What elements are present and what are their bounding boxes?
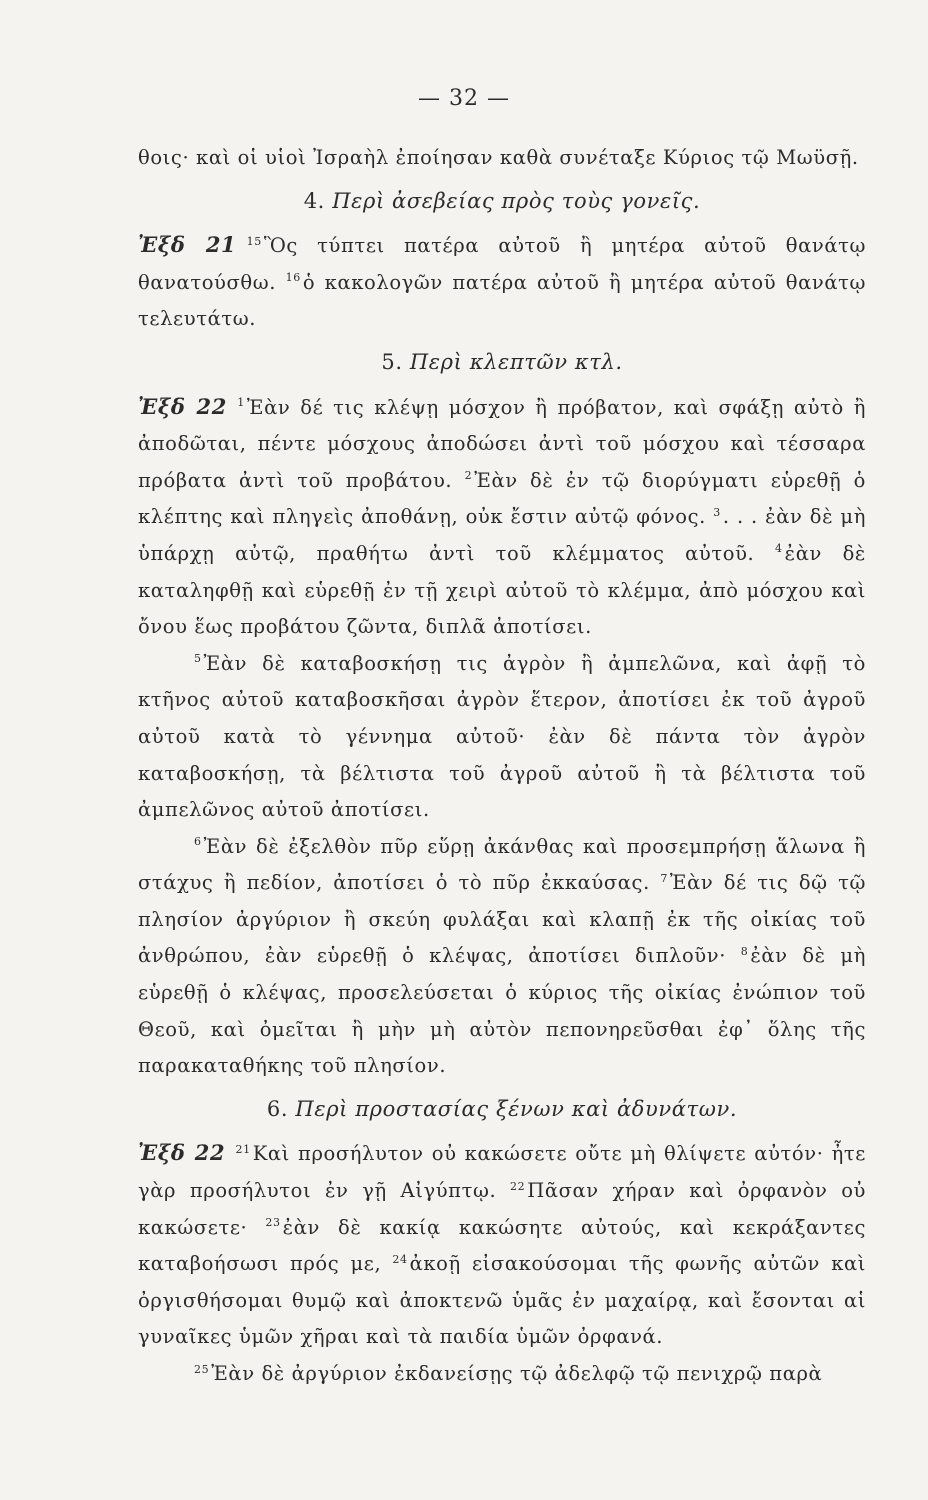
scripture-reference: Ἐξδ 21 <box>138 232 237 258</box>
section-title: Περὶ κλεπτῶν κτλ. <box>409 349 623 374</box>
verse-number: 6 <box>194 835 202 849</box>
paragraph <box>138 829 866 1085</box>
verse-text: θοις· καὶ οἱ υἱοὶ Ἰσραὴλ ἐποίησαν καθὰ συνέταξε Κύριος τῷ Μωϋσῇ. <box>138 146 859 169</box>
verse-text: Ἐὰν δὲ ἐν τῷ διορύγματι εὑρεθῇ ὁ κλέπτης καὶ πληγεὶς ἀποθάνῃ, οὐκ ἔστιν αὐτῷ φόνος. <box>138 468 866 529</box>
verse-text: Ἐὰν δέ τις δῷ τῷ πλησίον ἀργύριον ἢ σκεύη φυλάξαι καὶ κλαπῇ ἐκ τῆς οἰκίας τοῦ ἀνθρώπου, ἐὰν εὑρεθῇ ὁ κλέψας, ἀποτίσει διπλοῦν· <box>138 871 866 968</box>
verse-number: 8 <box>740 944 749 958</box>
verse-number: 2 <box>464 469 473 483</box>
verse-number: 22 <box>510 1179 526 1193</box>
scripture-reference: Ἐξδ 22 <box>138 393 227 419</box>
paragraph <box>138 227 866 338</box>
verse-text: ἀκοῇ εἰσακούσομαι τῆς φωνῆς αὐτῶν καὶ ὀργισθήσομαι θυμῷ καὶ ἀποκτενῶ ὑμᾶς ἐν μαχαίρᾳ, καὶ ἔσονται αἱ γυναῖκες ὑμῶν χῆραι καὶ τὰ παιδία ὑμῶν ὀρφανά. <box>138 1252 866 1349</box>
verse-number: 1 <box>237 396 245 410</box>
verse-number: 21 <box>235 1142 251 1156</box>
section-number: 4. <box>303 188 325 213</box>
section-number: 5. <box>381 349 403 374</box>
verse-number: 5 <box>194 652 202 666</box>
verse-number: 15 <box>246 234 262 248</box>
verse-text: Ὃς τύπτει πατέρα αὐτοῦ ἢ μητέρα αὐτοῦ θανάτῳ θανατούσθω. <box>138 234 866 294</box>
verse-text: Ἐὰν δὲ ἀργύριον ἐκδανείσῃς τῷ ἀδελφῷ τῷ πενιχρῷ παρὰ <box>211 1362 823 1385</box>
verse-number: 23 <box>265 1216 281 1230</box>
verse-text: . . . ἐὰν δὲ μὴ ὑπάρχῃ αὐτῷ, πραθήτω ἀντὶ τοῦ κλέμματος αὐτοῦ. <box>138 505 866 565</box>
verse-number: 7 <box>660 871 668 885</box>
verse-number: 16 <box>285 271 301 285</box>
verse-number: 4 <box>775 542 783 556</box>
section-heading <box>138 183 866 220</box>
verse-number: 3 <box>713 505 721 519</box>
section-heading <box>138 344 866 381</box>
section-number: 6. <box>266 1096 289 1121</box>
verse-number: 24 <box>392 1252 408 1266</box>
body-text <box>138 140 866 1393</box>
verse-text: ἐὰν δὲ μὴ εὑρεθῇ ὁ κλέψας, προσελεύσεται ὁ κύριος τῆς οἰκίας ἐνώπιον τοῦ Θεοῦ, καὶ ὀμεῖται ἢ μὴν μὴ αὐτὸν πεπονηρεῦσθαι ἐφ᾽ ὅλης τῆς παρακαταθήκης τοῦ πλησίον. <box>138 944 866 1078</box>
verse-text: Πᾶσαν χήραν καὶ ὀρφανὸν οὐ κακώσετε· <box>138 1179 866 1239</box>
section-heading <box>138 1091 866 1128</box>
verse-text: Ἐὰν δὲ καταβοσκήσῃ τις ἀγρὸν ἢ ἀμπελῶνα, καὶ ἀφῇ τὸ κτῆνος αὐτοῦ καταβοσκῆσαι ἀγρὸν ἕτερον, ἀποτίσει ἐκ τοῦ ἀγροῦ αὐτοῦ κατὰ τὸ γέννημα αὐτοῦ· ἐὰν δὲ πάντα τὸν ἀγρὸν καταβοσκήσῃ, τὰ βέλτιστα τοῦ ἀγροῦ αὐτοῦ ἢ τὰ βέλτιστα τοῦ ἀμπελῶνος αὐτοῦ ἀποτίσει. <box>138 651 866 822</box>
section-title: Περὶ προστασίας ξένων καὶ ἀδυνάτων. <box>295 1096 738 1121</box>
verse-text: ἐὰν δὲ κακίᾳ κακώσητε αὐτούς, καὶ κεκράξαντες καταβοήσωσι πρός με, <box>138 1215 866 1276</box>
section-title: Περὶ ἀσεβείας πρὸς τοὺς γονεῖς. <box>332 188 701 213</box>
paragraph <box>138 140 866 177</box>
verse-text: ὁ κακολογῶν πατέρα αὐτοῦ ἢ μητέρα αὐτοῦ θανάτῳ τελευτάτω. <box>138 270 866 331</box>
paragraph <box>138 1135 866 1356</box>
paragraph <box>138 389 866 646</box>
paragraph <box>138 1356 866 1393</box>
verse-text: Καὶ προσήλυτον οὐ κακώσετε οὔτε μὴ θλίψετε αὐτόν· ἦτε γὰρ προσήλυτοι ἐν γῇ Αἰγύπτῳ. <box>138 1142 866 1203</box>
verse-text: Ἐὰν δέ τις κλέψῃ μόσχον ἢ πρόβατον, καὶ σφάξῃ αὐτὸ ἢ ἀποδῶται, πέντε μόσχους ἀποδώσει ἀντὶ τοῦ μόσχου καὶ τέσσαρα πρόβατα ἀντὶ τοῦ προβάτου. <box>138 395 866 492</box>
verse-number: 25 <box>194 1362 210 1376</box>
page-number: — 32 — <box>418 86 510 111</box>
scripture-reference: Ἐξδ 22 <box>138 1140 226 1166</box>
verse-text: ἐὰν δὲ καταληφθῇ καὶ εὑρεθῇ ἐν τῇ χειρὶ αὐτοῦ τὸ κλέμμα, ἀπὸ μόσχου καὶ ὄνου ἕως προβάτου ζῶντα, διπλᾶ ἀποτίσει. <box>138 541 866 639</box>
verse-text: Ἐὰν δὲ ἐξελθὸν πῦρ εὕρῃ ἀκάνθας καὶ προσεμπρήσῃ ἅλωνα ἢ στάχυς ἢ πεδίον, ἀποτίσει ὁ τὸ πῦρ ἐκκαύσας. <box>138 834 866 895</box>
paragraph <box>138 646 866 829</box>
